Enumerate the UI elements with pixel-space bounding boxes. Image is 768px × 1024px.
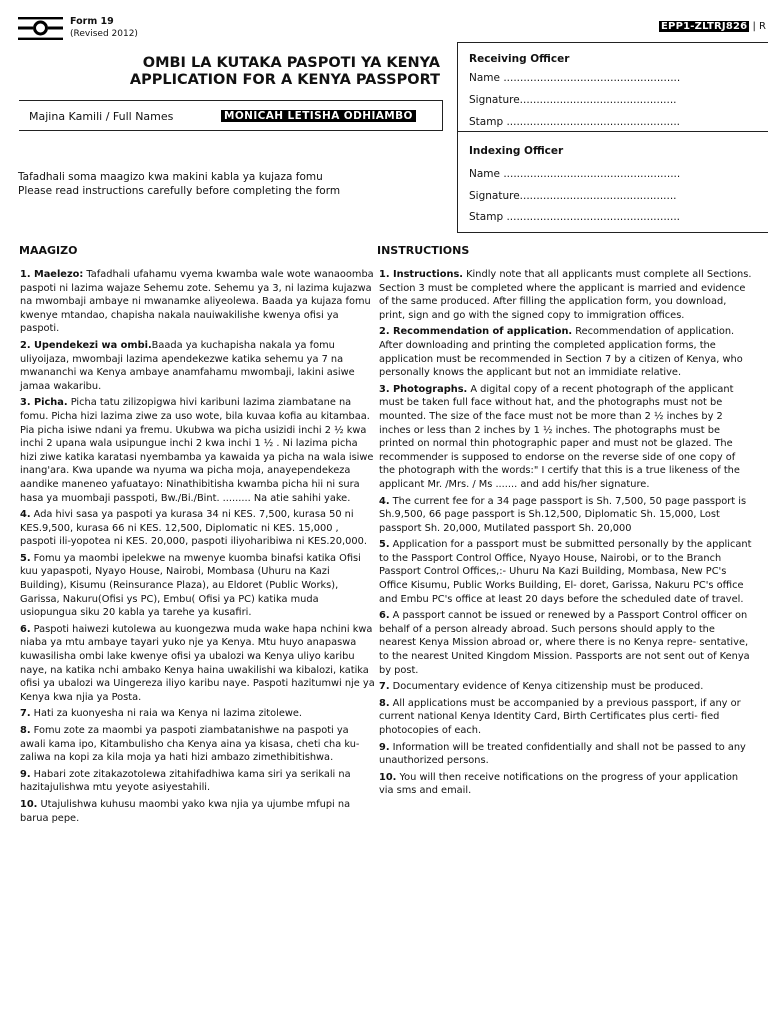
receiving-officer-heading: Receiving Officer: [469, 53, 570, 65]
maagizo-item: 1. Maelezo: Tafadhali ufahamu vyema kwamba wale wote wanaoomba paspoti ni lazima wajaze Sehemu zote. Sehemu ya 3, ni lazima kujazwa na mwombaji ambaye ni mwanamke aliyeolewa. Baada ya kujaza fomu kwenye mtandao, chapisha nakala nauiwakilishe kwenya ofisi ya paspoti.: [20, 269, 374, 335]
instruction-item: 2. Recommendation of application. Recommendation of application. After downloading and printing the completed application forms, the application must be recommended in Section 7 by a citizen of Kenya, who personally knows the applicant but not an immidiate relative.: [379, 326, 743, 379]
notice-swahili: Tafadhali soma maagizo kwa makini kabla ya kujaza fomu: [18, 171, 323, 183]
revised-date: (Revised 2012): [70, 29, 138, 39]
maagizo-item: 8. Fomu zote za maombi ya paspoti ziambatanishwe na paspoti ya awali kama ipo, Kitambulisho cha Kenya aina ya kisasa, cheti cha ku- zaliwa na kopi za kila moja ya hati hizi ambazo zimethibitishwa.: [20, 725, 360, 764]
notice-english: Please read instructions carefully before completing the form: [18, 185, 341, 197]
indexing-officer-stamp-field: Stamp ....................................................: [469, 211, 681, 223]
instruction-item: 9. Information will be treated confidentially and shall not be passed to any unauthorized persons.: [379, 741, 746, 767]
instruction-item: 4. The current fee for a 34 page passport is Sh. 7,500, 50 page passport is Sh.9,500, 66 page passport is Sh.12,500, Diplomatic Sh. 15,000, Lost passport Sh. 20,000, Mutilated passport Sh. 20,000: [379, 495, 747, 534]
indexing-officer-name-field: Name .....................................................: [469, 168, 681, 180]
instructions-list: [379, 268, 752, 801]
maagizo-item: 9. Habari zote zitakazotolewa zitahifadhiwa kama siri ya serikali na hazitajulishwa mtu yeyote asiyestahili.: [20, 768, 351, 794]
reference-suffix: | R: [752, 21, 766, 32]
maagizo-heading: MAAGIZO: [19, 244, 78, 257]
indexing-officer-signature-field: Signature...............................................: [469, 190, 677, 202]
maagizo-item: 5. Fomu ya maombi ipelekwe na mwenye kuomba binafsi katika Ofisi kuu yapaspoti, Nyayo House, Nairobi, Mombasa (Uhuru na Kazi Building), Kisumu (Reinsurance Plaza), au Eldoret (Public Works), Garissa, Nakuru(Ofisi ys PC), Embu( Ofisi ya PC) katika muda usiopungua siku 20 kabla ya tarehe ya kusafiri.: [20, 552, 361, 619]
indexing-officer-heading: Indexing Officer: [469, 145, 564, 157]
title-english: APPLICATION FOR A KENYA PASSPORT: [129, 72, 440, 88]
receiving-officer-stamp-field: Stamp ....................................................: [469, 116, 681, 128]
maagizo-item: 4. Ada hivi sasa ya paspoti ya kurasa 34 ni KES. 7,500, kurasa 50 ni KES.9,500, kurasa 66 ni KES. 12,500, Diplomatic ni KES. 15,000 , paspoti ili-yopotea ni KES. 20,000, paspoti iliyoharibiwa ni KES.20,000.: [20, 509, 367, 548]
receiving-officer-name-field: Name .....................................................: [469, 72, 681, 84]
instruction-item: 8. All applications must be accompanied by a previous passport, if any or current national Kenya Identity Card, Birth Certificates plus certi- fied photocopies of each.: [379, 697, 741, 736]
instruction-item: 5. Application for a passport must be submitted personally by the applicant to the Passport Control Office, Nyayo House, Nairobi, or to the Branch Passport Control Offices,:- Uhuru Na Kazi Building, Mombasa, New PC's Office Kisumu, Public Works Building, El- doret, Garissa, Nakuru PC's office and Embu PC's office at least 20 days before the scheduled date of travel.: [379, 539, 752, 605]
officer-box: [457, 42, 768, 233]
receiving-officer-signature-field: Signature...............................................: [469, 94, 677, 106]
read-instructions-notice: [18, 170, 340, 198]
form-number: Form 19: [70, 16, 114, 27]
maagizo-list: [20, 268, 375, 828]
maagizo-item: 3. Picha. Picha tatu zilizopigwa hivi karibuni lazima ziambatane na fomu. Picha hizi lazima ziwe za uso wote, bila kuvaa kofia au kitambaa. Pia picha isiwe ndani ya fremu. Ukubwa wa picha usizidi inchi 2 ½ kwa inchi 2 upana wala usipungue inchi 2 kwa inchi 1 ½ . Ni lazima picha hizi ziwe katika karatasi nyembamba ya kawaida ya picha na wala isiwe inang'ara. Kwa upande wa nyuma wa picha moja, anayependekeza aandike maneneo yafuatayo: Ninathibitisha kwamba picha hii ni sura hasa ya muombaji passpoti, Bw./Bi./Bint. ......... Na atie sahihi yake.: [20, 397, 374, 504]
reference-code: EPP1-ZLTRJ826: [661, 21, 748, 32]
kenya-passport-logo-icon: [18, 17, 63, 40]
instruction-item: 1. Instructions. Kindly note that all applicants must complete all Sections. Section 3 must be completed where the applicant is married and evidence of the same produced. After filling the application form, you download, print, sign and go with the signed copy to immigration offices.: [379, 269, 752, 321]
instructions-heading: INSTRUCTIONS: [377, 244, 470, 257]
instruction-item: 6. A passport cannot be issued or renewed by a Passport Control officer on behalf of a person already abroad. Such persons should apply to the nearest Kenya Mission abroad or, where there is no Kenya repre- sentative, to the nearest United Kingdom Mission. Passports are not sent out of Kenya by post.: [379, 610, 750, 676]
maagizo-item: 2. Upendekezi wa ombi.Baada ya kuchapisha nakala ya fomu uliyoijaza, mwombaji lazima apendekezwe katika sehemu ya 7 na mwananchi wa Kenya ambaye anamfahamu mwombaji, lakini asiwe jamaa wakaribu.: [20, 339, 355, 392]
instruction-item: 10. You will then receive notifications on the progress of your application via sms and email.: [379, 771, 739, 797]
reference-code-wrapper: [659, 21, 766, 32]
officer-divider: [458, 131, 768, 132]
instruction-item: 3. Photographs. A digital copy of a recent photograph of the applicant must be taken full face without hat, and the photographs must not be mounted. The size of the face must not be more than 2 ½ inches by 2 inches or less than 2 inches by 1 ½ inches. The photographs must be printed on normal thin photographic paper and must not be glazed. The recommender is supposed to endorse on the reverse side of one copy of the photograph with the words:" I certify that this is a true likeness of the applicant Mr. /Mrs. / Ms ....... and add his/her signature.: [379, 383, 740, 490]
title-swahili: OMBI LA KUTAKA PASPOTI YA KENYA: [142, 55, 440, 71]
maagizo-item: 10. Utajulishwa kuhusu maombi yako kwa njia ya ujumbe mfupi na barua pepe.: [20, 798, 351, 824]
full-names-value: MONICAH LETISHA ODHIAMBO: [221, 110, 416, 122]
instruction-item: 7. Documentary evidence of Kenya citizenship must be produced.: [379, 681, 704, 693]
full-names-label: Majina Kamili / Full Names: [29, 110, 174, 123]
maagizo-item: 7. Hati za kuonyesha ni raia wa Kenya ni lazima zitolewe.: [20, 708, 303, 720]
maagizo-item: 6. Paspoti haiwezi kutolewa au kuongezwa muda wake hapa nchini kwa niaba ya mtu ambaye tayari yuko nje ya Kenya. Mtu huyo anapaswa kuwasilisha ombi lake kwenye ofisi ya ubalozi wa Kenya uliyo karibu naye, na katika nchi ambako Kenya haina uwakilishi wa kibalozi, katika ofisi ya ubalozi wa Uingereza iliyo karibu naye. Paspoti hazitumwi nje ya Kenya kwa njia ya Posta.: [20, 623, 375, 703]
